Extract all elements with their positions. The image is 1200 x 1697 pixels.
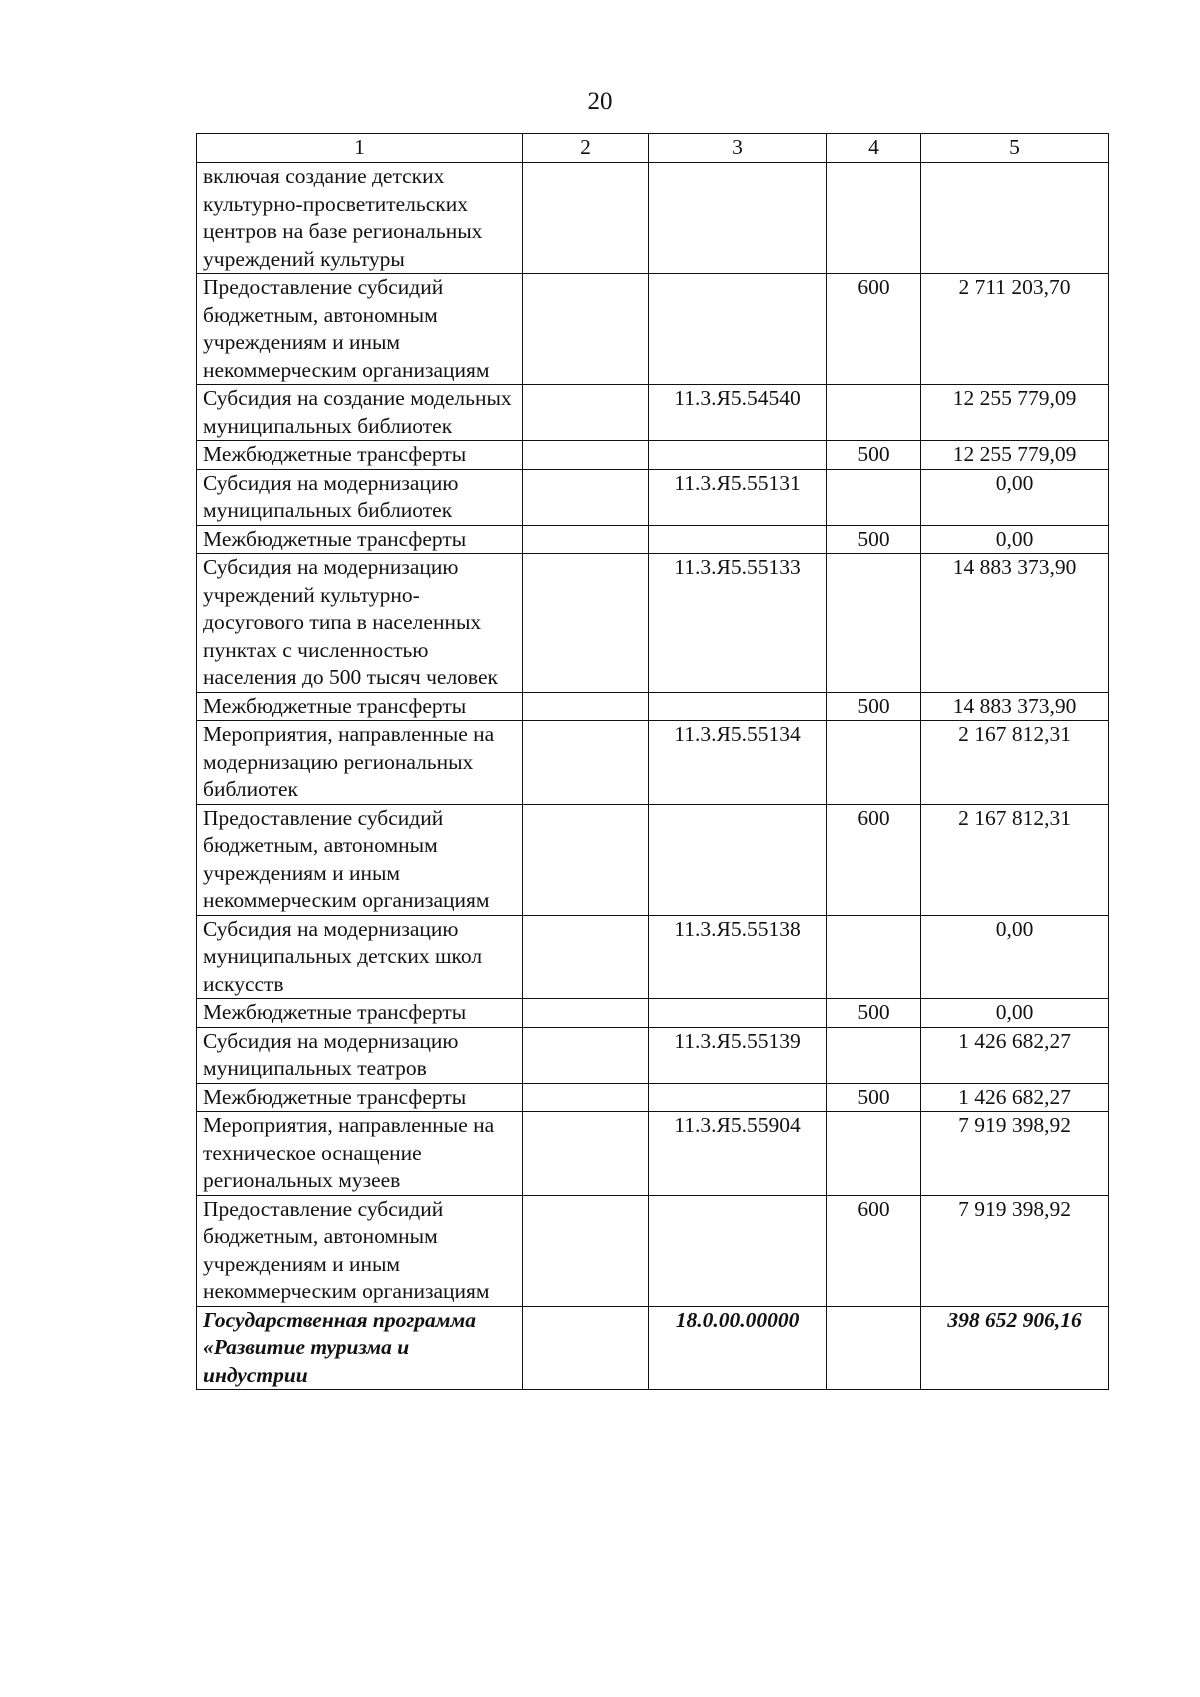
budget-code-cell: 11.3.Я5.55139	[649, 1027, 827, 1083]
empty-cell	[523, 1306, 649, 1390]
expense-type-cell	[827, 163, 921, 274]
item-name-cell: Межбюджетные трансферты	[197, 525, 523, 554]
expense-type-cell	[827, 1112, 921, 1196]
expense-type-cell: 500	[827, 441, 921, 470]
item-name-cell: Субсидия на модернизацию муниципальных детских школ искусств	[197, 915, 523, 999]
budget-code-cell: 11.3.Я5.55133	[649, 554, 827, 693]
budget-code-cell	[649, 525, 827, 554]
amount-cell: 0,00	[921, 999, 1109, 1028]
empty-cell	[523, 999, 649, 1028]
table-row	[197, 999, 1109, 1028]
table-row	[197, 554, 1109, 693]
table-row	[197, 915, 1109, 999]
header-row	[197, 134, 1109, 163]
empty-cell	[523, 915, 649, 999]
budget-code-cell	[649, 163, 827, 274]
budget-code-cell: 11.3.Я5.55131	[649, 469, 827, 525]
table-row	[197, 721, 1109, 805]
expense-type-cell	[827, 469, 921, 525]
item-name-cell: Предоставление субсидий бюджетным, автономным учреждениям и иным некоммерческим организациям	[197, 274, 523, 385]
budget-code-cell: 11.3.Я5.54540	[649, 385, 827, 441]
expense-type-cell	[827, 554, 921, 693]
budget-code-cell	[649, 999, 827, 1028]
amount-cell	[921, 163, 1109, 274]
amount-cell: 398 652 906,16	[921, 1306, 1109, 1390]
table-row	[197, 441, 1109, 470]
empty-cell	[523, 1083, 649, 1112]
item-name-cell: Субсидия на создание модельных муниципальных библиотек	[197, 385, 523, 441]
empty-cell	[523, 721, 649, 805]
column-header: 4	[827, 134, 921, 163]
amount-cell: 0,00	[921, 469, 1109, 525]
empty-cell	[523, 163, 649, 274]
item-name-cell: Межбюджетные трансферты	[197, 441, 523, 470]
table-row	[197, 804, 1109, 915]
amount-cell: 1 426 682,27	[921, 1027, 1109, 1083]
table-row	[197, 469, 1109, 525]
budget-code-cell: 18.0.00.00000	[649, 1306, 827, 1390]
expense-type-cell	[827, 915, 921, 999]
total-row	[197, 1306, 1109, 1390]
item-name-cell: Субсидия на модернизацию учреждений культурно-досугового типа в населенных пунктах с численностью населения до 500 тысяч человек	[197, 554, 523, 693]
empty-cell	[523, 692, 649, 721]
empty-cell	[523, 554, 649, 693]
item-name-cell: Субсидия на модернизацию муниципальных театров	[197, 1027, 523, 1083]
empty-cell	[523, 441, 649, 470]
amount-cell: 7 919 398,92	[921, 1112, 1109, 1196]
budget-code-cell: 11.3.Я5.55138	[649, 915, 827, 999]
empty-cell	[523, 1112, 649, 1196]
budget-table	[196, 133, 1109, 1390]
table-row	[197, 1112, 1109, 1196]
expense-type-cell	[827, 1306, 921, 1390]
item-name-cell: Государственная программа «Развитие туризма и индустрии	[197, 1306, 523, 1390]
empty-cell	[523, 804, 649, 915]
item-name-cell: Межбюджетные трансферты	[197, 692, 523, 721]
item-name-cell: Субсидия на модернизацию муниципальных библиотек	[197, 469, 523, 525]
budget-code-cell	[649, 1083, 827, 1112]
page-number: 20	[587, 88, 613, 115]
amount-cell: 12 255 779,09	[921, 385, 1109, 441]
budget-code-cell	[649, 804, 827, 915]
table-row	[197, 692, 1109, 721]
budget-code-cell: 11.3.Я5.55904	[649, 1112, 827, 1196]
item-name-cell: Предоставление субсидий бюджетным, автономным учреждениям и иным некоммерческим организациям	[197, 1195, 523, 1306]
expense-type-cell: 600	[827, 274, 921, 385]
item-name-cell: Межбюджетные трансферты	[197, 1083, 523, 1112]
empty-cell	[523, 1195, 649, 1306]
table-row	[197, 163, 1109, 274]
table-row	[197, 274, 1109, 385]
amount-cell: 12 255 779,09	[921, 441, 1109, 470]
item-name-cell: Предоставление субсидий бюджетным, автономным учреждениям и иным некоммерческим организациям	[197, 804, 523, 915]
table-row	[197, 525, 1109, 554]
budget-code-cell	[649, 441, 827, 470]
amount-cell: 0,00	[921, 915, 1109, 999]
table-row	[197, 1083, 1109, 1112]
item-name-cell: Мероприятия, направленные на модернизацию региональных библиотек	[197, 721, 523, 805]
column-header: 5	[921, 134, 1109, 163]
item-name-cell: Мероприятия, направленные на техническое оснащение региональных музеев	[197, 1112, 523, 1196]
empty-cell	[523, 469, 649, 525]
table-body	[197, 163, 1109, 1390]
amount-cell: 14 883 373,90	[921, 692, 1109, 721]
column-header: 2	[523, 134, 649, 163]
empty-cell	[523, 385, 649, 441]
empty-cell	[523, 525, 649, 554]
expense-type-cell: 500	[827, 692, 921, 721]
column-header: 3	[649, 134, 827, 163]
item-name-cell: включая создание детских культурно-просветительских центров на базе региональных учреждений культуры	[197, 163, 523, 274]
expense-type-cell	[827, 721, 921, 805]
budget-code-cell	[649, 692, 827, 721]
item-name-cell: Межбюджетные трансферты	[197, 999, 523, 1028]
expense-type-cell: 500	[827, 525, 921, 554]
budget-code-cell	[649, 1195, 827, 1306]
amount-cell: 14 883 373,90	[921, 554, 1109, 693]
budget-code-cell	[649, 274, 827, 385]
amount-cell: 2 167 812,31	[921, 804, 1109, 915]
empty-cell	[523, 274, 649, 385]
empty-cell	[523, 1027, 649, 1083]
expense-type-cell: 600	[827, 804, 921, 915]
amount-cell: 0,00	[921, 525, 1109, 554]
amount-cell: 1 426 682,27	[921, 1083, 1109, 1112]
expense-type-cell: 600	[827, 1195, 921, 1306]
expense-type-cell: 500	[827, 999, 921, 1028]
table-row	[197, 1027, 1109, 1083]
table-row	[197, 1195, 1109, 1306]
amount-cell: 2 167 812,31	[921, 721, 1109, 805]
budget-code-cell: 11.3.Я5.55134	[649, 721, 827, 805]
expense-type-cell	[827, 1027, 921, 1083]
expense-type-cell: 500	[827, 1083, 921, 1112]
table-row	[197, 385, 1109, 441]
amount-cell: 2 711 203,70	[921, 274, 1109, 385]
amount-cell: 7 919 398,92	[921, 1195, 1109, 1306]
expense-type-cell	[827, 385, 921, 441]
column-header: 1	[197, 134, 523, 163]
